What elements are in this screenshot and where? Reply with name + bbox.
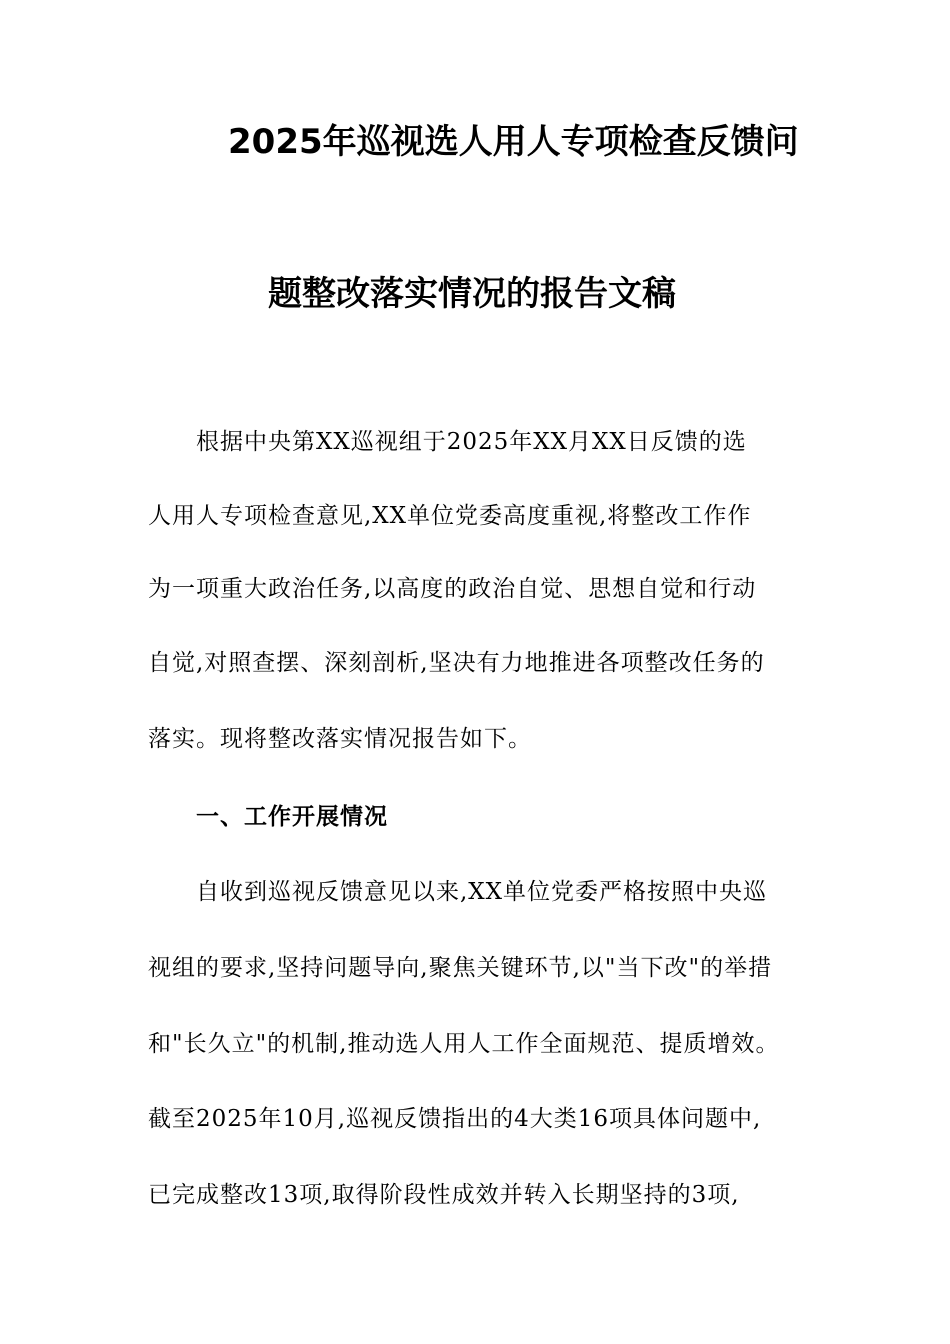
document-title-line-2: 题整改落实情况的报告文稿: [268, 274, 676, 314]
section-heading-1: 一、工作开展情况: [196, 804, 388, 830]
body-line-7: 视组的要求,坚持问题导向,聚焦关键环节,以"当下改"的举措: [148, 955, 773, 981]
body-line-8: 和"长久立"的机制,推动选人用人工作全面规范、提质增效。: [148, 1031, 780, 1057]
body-line-10: 已完成整改13项,取得阶段性成效并转入长期坚持的3项,: [148, 1182, 740, 1208]
body-line-9: 截至2025年10月,巡视反馈指出的4大类16项具体问题中,: [148, 1106, 762, 1132]
body-line-2: 人用人专项检查意见,XX单位党委高度重视,将整改工作作: [148, 503, 752, 529]
body-line-1: 根据中央第XX巡视组于2025年XX月XX日反馈的选: [196, 429, 747, 455]
body-line-4: 自觉,对照查摆、深刻剖析,坚决有力地推进各项整改任务的: [148, 650, 765, 676]
document-title-line-1: 2025年巡视选人用人专项检查反馈问: [228, 122, 799, 162]
body-line-3: 为一项重大政治任务,以高度的政治自觉、思想自觉和行动: [148, 576, 757, 602]
body-line-6: 自收到巡视反馈意见以来,XX单位党委严格按照中央巡: [196, 879, 768, 905]
body-line-5: 落实。现将整改落实情况报告如下。: [148, 726, 532, 752]
